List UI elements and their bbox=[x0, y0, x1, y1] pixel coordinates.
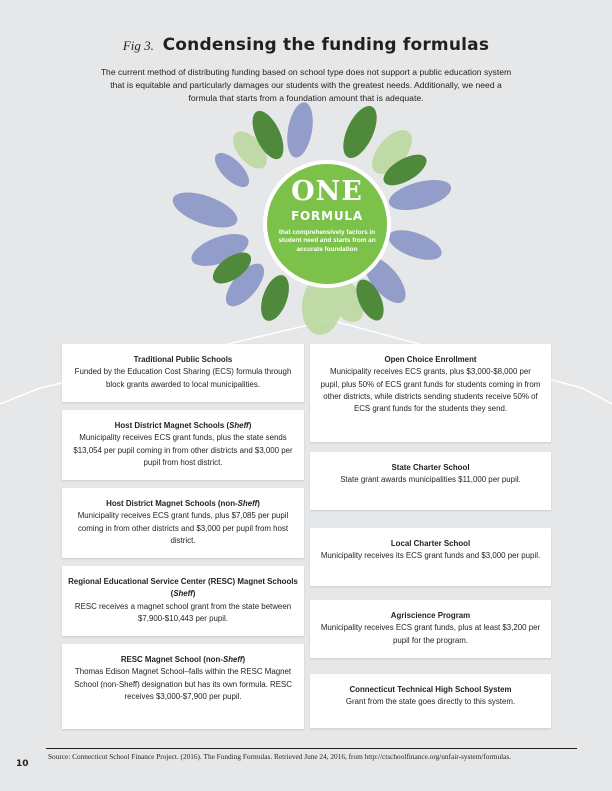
funding-box-agriscience bbox=[310, 600, 551, 658]
box-title: Regional Educational Service Center (RESC) Magnet Schools (Sheff) bbox=[68, 577, 298, 599]
funding-box-technical-high-school bbox=[310, 674, 551, 728]
box-title: Local Charter School bbox=[390, 539, 471, 548]
box-title: State Charter School bbox=[391, 463, 470, 472]
box-title: Open Choice Enrollment bbox=[384, 355, 477, 364]
funding-box-host-magnet-non-sheff bbox=[62, 488, 304, 558]
box-title: Host District Magnet Schools (Sheff) bbox=[114, 421, 252, 430]
funding-box-host-magnet-sheff bbox=[62, 410, 304, 480]
box-description: Municipality receives its ECS grant funds and $3,000 per pupil. bbox=[320, 551, 541, 561]
footer-divider bbox=[46, 748, 577, 749]
box-description: Municipality receives ECS grant funds, plus the state sends $13,054 per pupil coming in from other districts and $3,000 per pupil from host district. bbox=[73, 433, 293, 467]
circle-caption: that comprehensively factors in student need and starts from an accurate foundation bbox=[278, 229, 376, 253]
funding-box-local-charter bbox=[310, 528, 551, 586]
figure-label: Fig 3. bbox=[122, 38, 154, 53]
funding-box-traditional-public bbox=[62, 344, 304, 402]
box-description: Grant from the state goes directly to this system. bbox=[345, 697, 516, 707]
box-description: Municipality receives ECS grant funds, plus $7,085 per pupil coming in from other districts and $3,000 per pupil from host district. bbox=[77, 511, 289, 545]
figure-title: Condensing the funding formulas bbox=[162, 35, 490, 55]
box-title: Agriscience Program bbox=[390, 611, 471, 620]
box-title: Connecticut Technical High School System bbox=[349, 685, 512, 694]
page-number: 10 bbox=[16, 759, 29, 769]
box-title: RESC Magnet School (non-Sheff) bbox=[120, 655, 246, 664]
one-formula-circle bbox=[263, 160, 391, 288]
funding-box-state-charter bbox=[310, 452, 551, 510]
funding-box-resc-magnet-non-sheff bbox=[62, 644, 304, 729]
box-description: RESC receives a magnet school grant from the state between $7,900-$10,443 per pupil. bbox=[74, 601, 292, 623]
box-description: Funded by the Education Cost Sharing (ECS) formula through block grants awarded to local municipalities. bbox=[74, 367, 292, 389]
box-title: Host District Magnet Schools (non-Sheff) bbox=[106, 499, 260, 508]
source-citation: Source: Connecticut School Finance Project. (2016). The Funding Formulas. Retrieved June 24, 2016, from http://ctschoolfinance.org/unfair-system/formulas. bbox=[48, 752, 512, 761]
circle-subheading: FORMULA bbox=[291, 209, 363, 223]
circle-heading: ONE bbox=[291, 176, 363, 207]
funding-box-resc-magnet-sheff bbox=[62, 566, 304, 636]
funding-box-open-choice bbox=[310, 344, 551, 442]
box-description: Municipality receives ECS grants, plus $3,000-$8,000 per pupil, plus 50% of ECS grant funds for students coming in from other districts, while districts sending students receive 50% of ECS grant funds for the students they send. bbox=[320, 367, 541, 414]
box-description: State grant awards municipalities $11,000 per pupil. bbox=[340, 475, 521, 485]
box-description: Thomas Edison Magnet School–falls within the RESC Magnet School (non-Sheff) designation but has its own formula. RESC receives $3,000-$7,900 per pupil. bbox=[74, 667, 292, 701]
box-title: Traditional Public Schools bbox=[133, 355, 233, 364]
intro-text: The current method of distributing funding based on school type does not support a public education system that is equitable and particularly damages our students with the greatest needs. Additionally, we need a formula that starts from a foundation amount that is adequate. bbox=[100, 67, 512, 103]
box-description: Municipality receives ECS grant funds, plus at least $3,200 per pupil for the program. bbox=[320, 623, 541, 645]
